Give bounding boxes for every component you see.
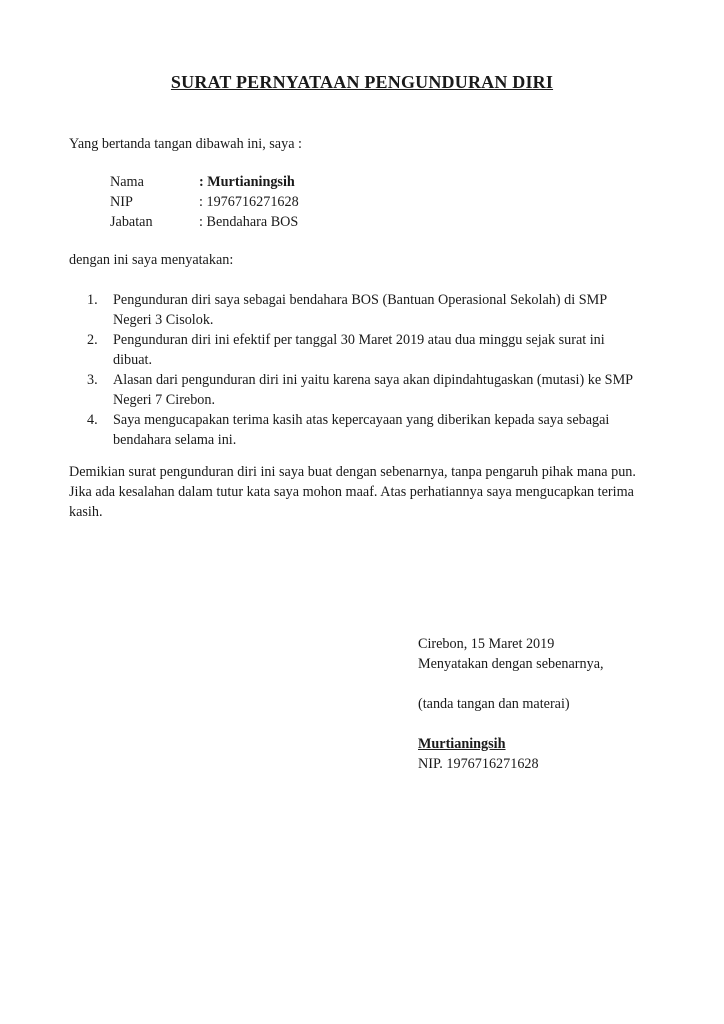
signature-block [418, 634, 604, 774]
list-item-line: bendahara selama ini. [113, 432, 237, 448]
list-item-line: Negeri 3 Cisolok. [113, 312, 214, 328]
closing-line: Demikian surat pengunduran diri ini saya buat dengan sebenarnya, tanpa pengaruh pihak mana pun. [69, 464, 636, 480]
intro-text: Yang bertanda tangan dibawah ini, saya : [69, 136, 302, 152]
lead-text: dengan ini saya menyatakan: [69, 252, 234, 268]
nama-label: Nama [110, 174, 144, 190]
identity-row-nip [110, 192, 299, 212]
list-item-number: 2. [87, 332, 98, 348]
list-item [87, 330, 647, 370]
list-item-number: 1. [87, 292, 98, 308]
signer-nip: NIP. 1976716271628 [418, 756, 539, 772]
list-item-number: 3. [87, 372, 98, 388]
list-item-line: Pengunduran diri ini efektif per tanggal 30 Maret 2019 atau dua minggu sejak surat ini [113, 332, 605, 348]
identity-block [110, 172, 299, 232]
list-item-line: Saya mengucapakan terima kasih atas kepercayaan yang diberikan kepada saya sebagai [113, 412, 610, 428]
nama-value-text: : Murtianingsih [199, 174, 295, 190]
spacer [418, 674, 604, 694]
closing-line: kasih. [69, 504, 103, 520]
list-item-text [113, 410, 647, 450]
jabatan-value: : Bendahara BOS [199, 214, 299, 230]
statement-list [87, 290, 647, 450]
list-item-line: dibuat. [113, 352, 153, 368]
list-item-text [113, 330, 647, 370]
identity-row-jabatan [110, 212, 299, 232]
statement-line: Menyatakan dengan sebenarnya, [418, 656, 604, 672]
spacer [418, 714, 604, 734]
list-item-text [113, 290, 647, 330]
nip-label: NIP [110, 194, 133, 210]
list-item-line: Negeri 7 Cirebon. [113, 392, 216, 408]
list-item-line: Alasan dari pengunduran diri ini yaitu karena saya akan dipindahtugaskan (mutasi) ke SMP [113, 372, 634, 388]
list-item-text [113, 370, 647, 410]
list-item [87, 370, 647, 410]
jabatan-label: Jabatan [110, 214, 153, 230]
place-date: Cirebon, 15 Maret 2019 [418, 636, 555, 652]
list-item-number: 4. [87, 412, 98, 428]
document-title: SURAT PERNYATAAN PENGUNDURAN DIRI [170, 72, 554, 92]
list-item-line: Pengunduran diri saya sebagai bendahara BOS (Bantuan Operasional Sekolah) di SMP [113, 292, 608, 308]
closing-paragraph [69, 462, 669, 522]
nip-value: : 1976716271628 [199, 194, 299, 210]
signer-name: Murtianingsih [418, 736, 506, 752]
nama-value [199, 172, 295, 192]
list-item [87, 410, 647, 450]
identity-row-nama [110, 172, 299, 192]
closing-line: Jika ada kesalahan dalam tutur kata saya mohon maaf. Atas perhatiannya saya mengucapkan terima [69, 484, 634, 500]
signature-note: (tanda tangan dan materai) [418, 696, 570, 712]
list-item [87, 290, 647, 330]
